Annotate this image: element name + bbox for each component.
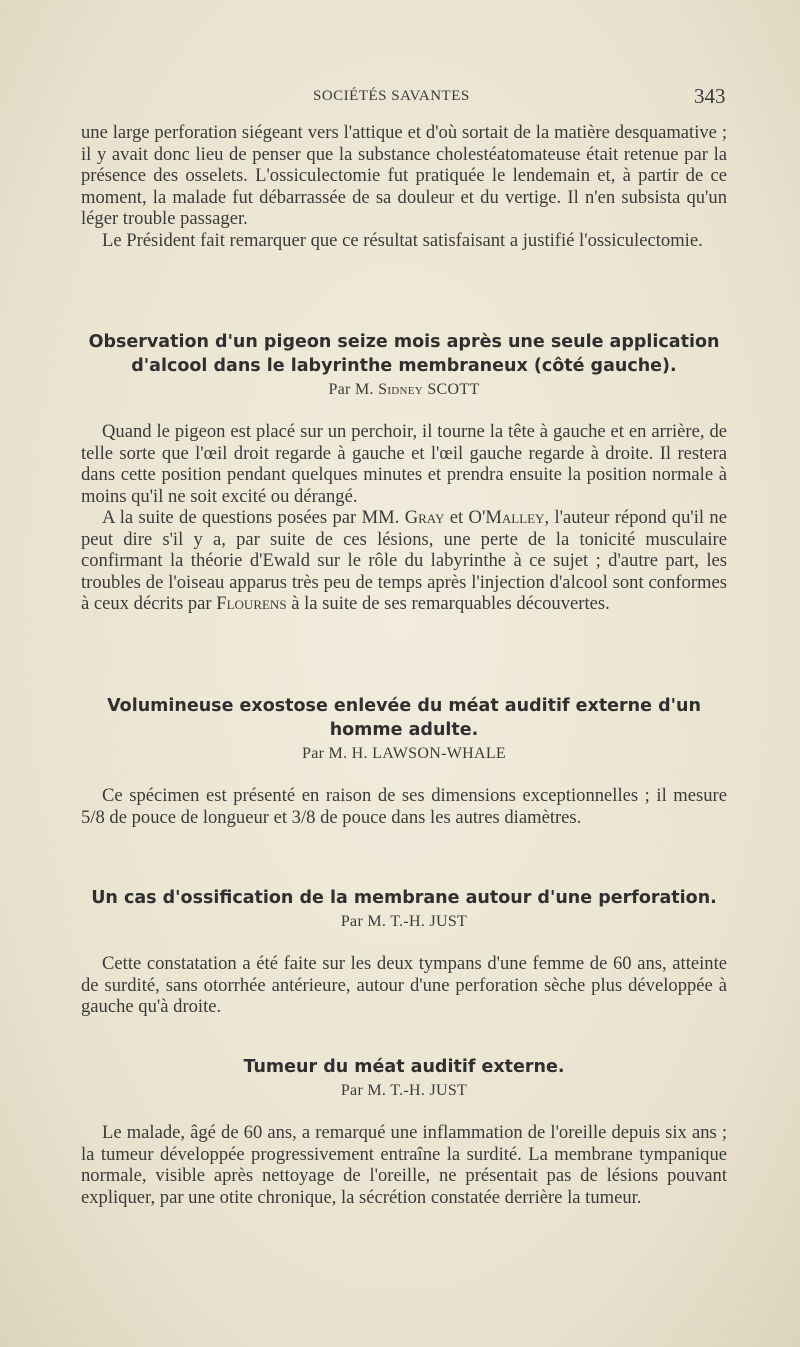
intro-text [81, 122, 727, 251]
section-ossification [81, 886, 727, 1018]
page-number: 343 [694, 84, 726, 108]
paragraph: Le Président fait remarquer que ce résultat satisfaisant a justifié l'ossiculectomie. [102, 229, 703, 251]
running-title: SOCIÉTÉS SAVANTES [313, 88, 470, 104]
section-pigeon [81, 330, 727, 615]
section-title: Tumeur du méat auditif externe. [243, 1057, 565, 1077]
paragraph: une large perforation siégeant vers l'attique et d'où sortait de la matière desquamative ; il y avait donc lieu de penser que la substance cholestéatomateuse était retenue par la présence des osselets. L'ossiculectomie fut pratiquée le lendemain et, à partir de ce moment, la malade fut débarrassée de sa douleur et du vertige. Il n'en subsista qu'un léger trouble passager. [81, 122, 727, 229]
section-title: Un cas d'ossification de la membrane autour d'une perforation. [91, 888, 717, 908]
byline: Par M. T.-H. JUST [340, 1082, 468, 1099]
byline: Par M. T.-H. JUST [340, 913, 468, 930]
section-exostose [81, 694, 727, 828]
section-title: Volumineuse exostose enlevée du méat auditif externe d'un homme adulte. [107, 696, 701, 740]
paragraph: A la suite de questions posées par MM. Gray et O'Malley, l'auteur répond qu'il ne peut dire s'il y a, par suite de ces lésions, une perte de la tonicité musculaire confirmant la théorie d'Ewald sur le rôle du labyrinthe à ce sujet ; d'autre part, les troubles de l'oiseau apparus très peu de temps après l'injection d'alcool sont conformes à ceux décrits par Flourens à la suite de ses remarquables découvertes. [81, 507, 727, 614]
paragraph: Ce spécimen est présenté en raison de ses dimensions exceptionnelles ; il mesure 5/8 de pouce de longueur et 3/8 de pouce dans les autres diamètres. [81, 785, 727, 828]
paragraph: Le malade, âgé de 60 ans, a remarqué une inflammation de l'oreille depuis six ans ; la tumeur développée progressivement entraîne la surdité. La membrane tympanique normale, visible après nettoyage de l'oreille, ne présentait pas de lésions pouvant expliquer, par une otite chronique, la sécrétion constatée derrière la tumeur. [81, 1122, 727, 1208]
section-title: Observation d'un pigeon seize mois après une seule application d'alcool dans le labyrinthe membraneux (côté gauche). [88, 332, 720, 376]
paragraph: Cette constatation a été faite sur les deux tympans d'une femme de 60 ans, atteinte de surdité, sans otorrhée antérieure, autour d'une perforation sèche plus développée à gauche qu'à droite. [81, 953, 727, 1017]
running-head [0, 84, 800, 108]
section-tumeur [81, 1055, 727, 1208]
byline: Par M. H. LAWSON-WHALE [302, 745, 506, 762]
byline: Par M. Sidney SCOTT [328, 381, 480, 398]
paragraph: Quand le pigeon est placé sur un perchoir, il tourne la tête à gauche et en arrière, de telle sorte que l'œil droit regarde à gauche et l'œil gauche regarde à droite. Il restera dans cette position pendant quelques minutes et prendra ensuite la position normale à moins qu'il ne soit excité ou dérangé. [81, 421, 727, 507]
